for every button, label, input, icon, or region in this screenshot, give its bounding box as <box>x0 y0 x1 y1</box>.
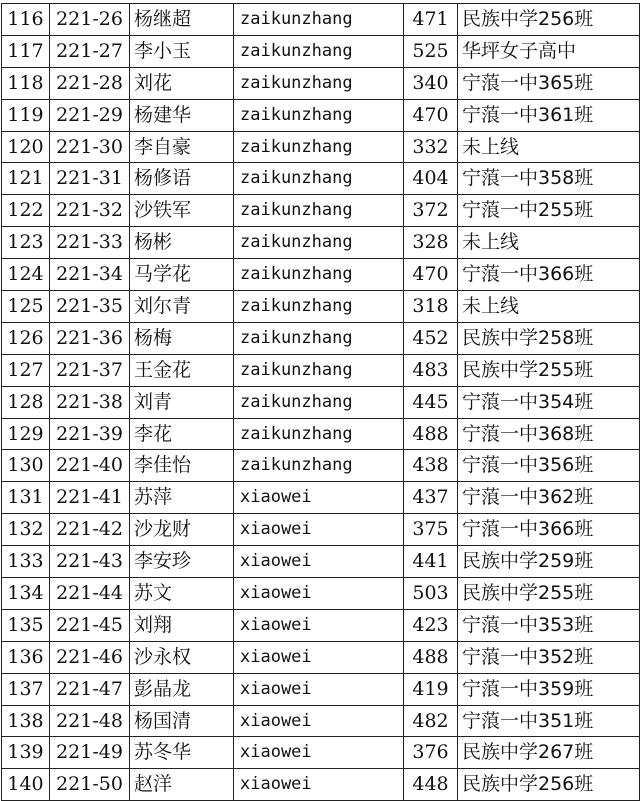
student-id-cell: 221-48 <box>50 705 130 737</box>
admitted-school-cell: 宁蒗一中358班 <box>458 163 640 195</box>
admitted-school-cell: 宁蒗一中365班 <box>458 67 640 99</box>
exam-score-cell: 488 <box>404 418 458 450</box>
student-name-cell: 苏文 <box>130 578 234 610</box>
exam-score-cell: 404 <box>404 163 458 195</box>
row-number-cell: 130 <box>2 450 50 482</box>
teacher-name-cell: xiaowei <box>234 737 404 769</box>
student-name-cell: 李安珍 <box>130 546 234 578</box>
row-number-cell: 122 <box>2 195 50 227</box>
exam-score-cell: 441 <box>404 546 458 578</box>
teacher-name-cell: xiaowei <box>234 769 404 801</box>
student-id-cell: 221-28 <box>50 67 130 99</box>
table-row <box>2 482 640 514</box>
admitted-school-cell: 民族中学256班 <box>458 769 640 801</box>
admitted-school-cell: 民族中学258班 <box>458 322 640 354</box>
student-id-cell: 221-32 <box>50 195 130 227</box>
teacher-name-cell: xiaowei <box>234 609 404 641</box>
exam-score-cell: 448 <box>404 769 458 801</box>
admitted-school-cell: 宁蒗一中361班 <box>458 99 640 131</box>
student-name-cell: 李小玉 <box>130 35 234 67</box>
table-row <box>2 769 640 801</box>
table-row <box>2 386 640 418</box>
teacher-name-cell: zaikunzhang <box>234 450 404 482</box>
teacher-name-cell: xiaowei <box>234 705 404 737</box>
admitted-school-cell: 民族中学267班 <box>458 737 640 769</box>
table-row <box>2 163 640 195</box>
exam-score-cell: 318 <box>404 291 458 323</box>
student-name-cell: 沙永权 <box>130 641 234 673</box>
teacher-name-cell: zaikunzhang <box>234 354 404 386</box>
student-id-cell: 221-42 <box>50 514 130 546</box>
exam-score-cell: 437 <box>404 482 458 514</box>
student-id-cell: 221-44 <box>50 578 130 610</box>
table-row <box>2 641 640 673</box>
student-name-cell: 刘尔青 <box>130 291 234 323</box>
admitted-school-cell: 宁蒗一中353班 <box>458 609 640 641</box>
student-id-cell: 221-39 <box>50 418 130 450</box>
table-row <box>2 450 640 482</box>
table-row <box>2 67 640 99</box>
exam-score-cell: 423 <box>404 609 458 641</box>
exam-score-cell: 525 <box>404 35 458 67</box>
admitted-school-cell: 宁蒗一中368班 <box>458 418 640 450</box>
row-number-cell: 128 <box>2 386 50 418</box>
student-id-cell: 221-38 <box>50 386 130 418</box>
student-id-cell: 221-34 <box>50 259 130 291</box>
student-id-cell: 221-30 <box>50 131 130 163</box>
row-number-cell: 127 <box>2 354 50 386</box>
row-number-cell: 126 <box>2 322 50 354</box>
exam-score-cell: 340 <box>404 67 458 99</box>
student-id-cell: 221-26 <box>50 4 130 36</box>
student-name-cell: 杨修语 <box>130 163 234 195</box>
student-name-cell: 沙龙财 <box>130 514 234 546</box>
table-row <box>2 354 640 386</box>
exam-score-cell: 328 <box>404 227 458 259</box>
row-number-cell: 131 <box>2 482 50 514</box>
student-name-cell: 苏萍 <box>130 482 234 514</box>
admitted-school-cell: 宁蒗一中366班 <box>458 514 640 546</box>
student-id-cell: 221-47 <box>50 673 130 705</box>
table-row <box>2 322 640 354</box>
row-number-cell: 132 <box>2 514 50 546</box>
row-number-cell: 118 <box>2 67 50 99</box>
row-number-cell: 123 <box>2 227 50 259</box>
table-row <box>2 609 640 641</box>
exam-score-cell: 482 <box>404 705 458 737</box>
admitted-school-cell: 宁蒗一中352班 <box>458 641 640 673</box>
teacher-name-cell: zaikunzhang <box>234 67 404 99</box>
student-id-cell: 221-27 <box>50 35 130 67</box>
teacher-name-cell: zaikunzhang <box>234 259 404 291</box>
teacher-name-cell: zaikunzhang <box>234 35 404 67</box>
exam-score-cell: 483 <box>404 354 458 386</box>
student-name-cell: 杨梅 <box>130 322 234 354</box>
student-name-cell: 杨继超 <box>130 4 234 36</box>
teacher-name-cell: zaikunzhang <box>234 195 404 227</box>
admitted-school-cell: 未上线 <box>458 131 640 163</box>
teacher-name-cell: zaikunzhang <box>234 131 404 163</box>
row-number-cell: 120 <box>2 131 50 163</box>
teacher-name-cell: zaikunzhang <box>234 99 404 131</box>
table-row <box>2 673 640 705</box>
admitted-school-cell: 宁蒗一中356班 <box>458 450 640 482</box>
teacher-name-cell: zaikunzhang <box>234 291 404 323</box>
row-number-cell: 121 <box>2 163 50 195</box>
row-number-cell: 129 <box>2 418 50 450</box>
teacher-name-cell: xiaowei <box>234 578 404 610</box>
teacher-name-cell: xiaowei <box>234 641 404 673</box>
row-number-cell: 139 <box>2 737 50 769</box>
student-id-cell: 221-29 <box>50 99 130 131</box>
student-name-cell: 李佳怡 <box>130 450 234 482</box>
table-row <box>2 99 640 131</box>
exam-score-cell: 332 <box>404 131 458 163</box>
table-row <box>2 705 640 737</box>
table-row <box>2 195 640 227</box>
admitted-school-cell: 宁蒗一中255班 <box>458 195 640 227</box>
table-body <box>2 4 640 801</box>
admitted-school-cell: 民族中学255班 <box>458 578 640 610</box>
table-row <box>2 4 640 36</box>
student-name-cell: 刘花 <box>130 67 234 99</box>
admitted-school-cell: 宁蒗一中362班 <box>458 482 640 514</box>
table-row <box>2 259 640 291</box>
student-id-cell: 221-49 <box>50 737 130 769</box>
exam-score-cell: 375 <box>404 514 458 546</box>
student-id-cell: 221-40 <box>50 450 130 482</box>
table-row <box>2 131 640 163</box>
row-number-cell: 140 <box>2 769 50 801</box>
admitted-school-cell: 民族中学255班 <box>458 354 640 386</box>
exam-score-cell: 419 <box>404 673 458 705</box>
student-name-cell: 彭晶龙 <box>130 673 234 705</box>
row-number-cell: 135 <box>2 609 50 641</box>
row-number-cell: 136 <box>2 641 50 673</box>
student-name-cell: 李自豪 <box>130 131 234 163</box>
student-id-cell: 221-35 <box>50 291 130 323</box>
student-name-cell: 杨彬 <box>130 227 234 259</box>
student-id-cell: 221-31 <box>50 163 130 195</box>
exam-score-cell: 372 <box>404 195 458 227</box>
exam-score-cell: 452 <box>404 322 458 354</box>
row-number-cell: 133 <box>2 546 50 578</box>
teacher-name-cell: xiaowei <box>234 546 404 578</box>
student-name-cell: 杨国清 <box>130 705 234 737</box>
row-number-cell: 119 <box>2 99 50 131</box>
table-row <box>2 578 640 610</box>
admitted-school-cell: 宁蒗一中351班 <box>458 705 640 737</box>
student-id-cell: 221-36 <box>50 322 130 354</box>
table-row <box>2 35 640 67</box>
teacher-name-cell: zaikunzhang <box>234 227 404 259</box>
table-row <box>2 514 640 546</box>
student-id-cell: 221-33 <box>50 227 130 259</box>
student-id-cell: 221-50 <box>50 769 130 801</box>
student-id-cell: 221-46 <box>50 641 130 673</box>
exam-score-cell: 376 <box>404 737 458 769</box>
exam-score-cell: 445 <box>404 386 458 418</box>
teacher-name-cell: zaikunzhang <box>234 386 404 418</box>
exam-score-cell: 471 <box>404 4 458 36</box>
row-number-cell: 134 <box>2 578 50 610</box>
row-number-cell: 137 <box>2 673 50 705</box>
exam-score-cell: 488 <box>404 641 458 673</box>
row-number-cell: 138 <box>2 705 50 737</box>
exam-score-cell: 503 <box>404 578 458 610</box>
student-id-cell: 221-43 <box>50 546 130 578</box>
teacher-name-cell: xiaowei <box>234 482 404 514</box>
student-id-cell: 221-37 <box>50 354 130 386</box>
teacher-name-cell: zaikunzhang <box>234 163 404 195</box>
admitted-school-cell: 宁蒗一中359班 <box>458 673 640 705</box>
student-score-table <box>1 3 640 801</box>
admitted-school-cell: 民族中学256班 <box>458 4 640 36</box>
student-id-cell: 221-45 <box>50 609 130 641</box>
admitted-school-cell: 华坪女子高中 <box>458 35 640 67</box>
teacher-name-cell: xiaowei <box>234 514 404 546</box>
exam-score-cell: 438 <box>404 450 458 482</box>
admitted-school-cell: 民族中学259班 <box>458 546 640 578</box>
row-number-cell: 117 <box>2 35 50 67</box>
admitted-school-cell: 未上线 <box>458 291 640 323</box>
student-name-cell: 沙铁军 <box>130 195 234 227</box>
table-row <box>2 546 640 578</box>
admitted-school-cell: 未上线 <box>458 227 640 259</box>
student-name-cell: 马学花 <box>130 259 234 291</box>
student-name-cell: 苏冬华 <box>130 737 234 769</box>
table-row <box>2 418 640 450</box>
table-row <box>2 737 640 769</box>
student-name-cell: 王金花 <box>130 354 234 386</box>
student-name-cell: 赵洋 <box>130 769 234 801</box>
teacher-name-cell: zaikunzhang <box>234 4 404 36</box>
teacher-name-cell: zaikunzhang <box>234 322 404 354</box>
row-number-cell: 124 <box>2 259 50 291</box>
row-number-cell: 116 <box>2 4 50 36</box>
teacher-name-cell: xiaowei <box>234 673 404 705</box>
student-name-cell: 杨建华 <box>130 99 234 131</box>
admitted-school-cell: 宁蒗一中366班 <box>458 259 640 291</box>
row-number-cell: 125 <box>2 291 50 323</box>
student-id-cell: 221-41 <box>50 482 130 514</box>
student-name-cell: 李花 <box>130 418 234 450</box>
student-name-cell: 刘翔 <box>130 609 234 641</box>
exam-score-cell: 470 <box>404 99 458 131</box>
table-row <box>2 227 640 259</box>
admitted-school-cell: 宁蒗一中354班 <box>458 386 640 418</box>
teacher-name-cell: zaikunzhang <box>234 418 404 450</box>
student-name-cell: 刘青 <box>130 386 234 418</box>
table-row <box>2 291 640 323</box>
exam-score-cell: 470 <box>404 259 458 291</box>
